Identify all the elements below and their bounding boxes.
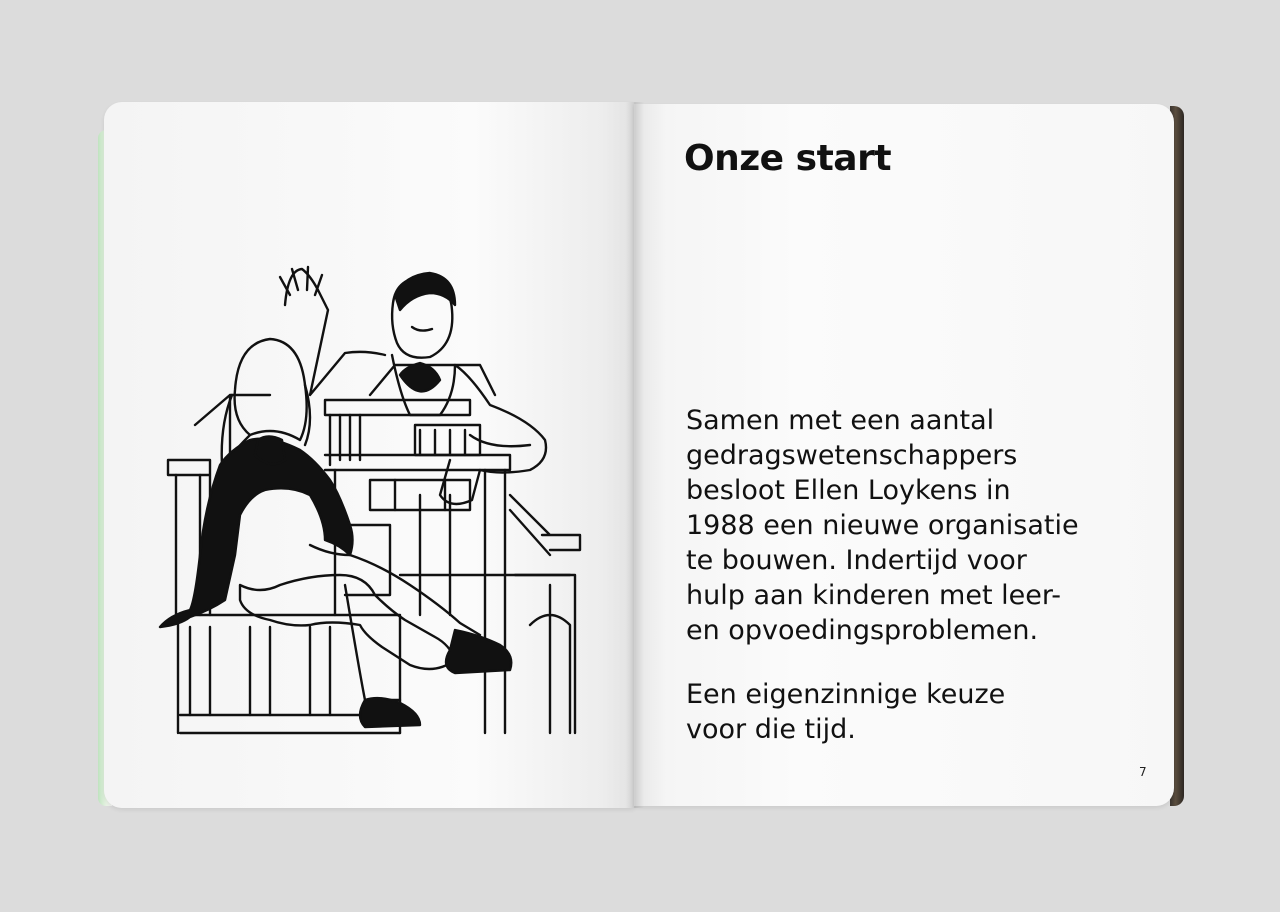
- woman-figure: [160, 339, 511, 727]
- body-line: gedragswetenschappers: [686, 440, 1018, 471]
- body-paragraph: [686, 403, 1156, 648]
- body-line: besloot Ellen Loykens in: [686, 475, 1011, 506]
- page-title: Onze start: [684, 138, 892, 179]
- closing-paragraph: [686, 677, 1156, 747]
- closing-line: Een eigenzinnige keuze: [686, 679, 1006, 710]
- page-number: 7: [1139, 765, 1147, 779]
- book-gutter: [626, 102, 644, 808]
- closing-line: voor die tijd.: [686, 714, 856, 745]
- body-line: 1988 een nieuwe organisatie: [686, 510, 1079, 541]
- body-line: te bouwen. Indertijd voor: [686, 545, 1027, 576]
- body-line: hulp aan kinderen met leer-: [686, 580, 1061, 611]
- body-line: Samen met een aantal: [686, 405, 995, 436]
- body-line: en opvoedingsproblemen.: [686, 615, 1039, 646]
- line-drawing-two-people-on-building-facade-icon: [150, 255, 600, 745]
